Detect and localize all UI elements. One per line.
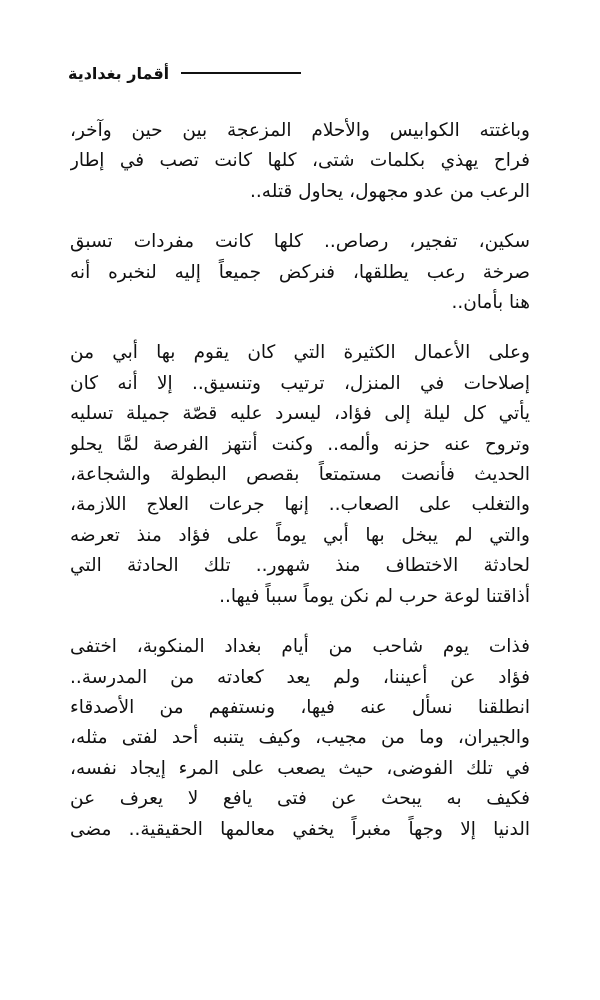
paragraph-1 xyxy=(70,116,530,207)
text-line: فؤاد عن أعيننا، ولم يعد كعادته من المدرسة.. xyxy=(70,666,530,688)
running-header-title: أقمار بغدادية xyxy=(68,63,170,83)
paragraph-4 xyxy=(70,632,530,845)
text-line: انطلقنا نسأل عنه فيها، ونستفهم من الأصدقاء xyxy=(70,696,530,718)
text-line: الدنيا إلا وجهاً مغبراً يخفي معالمها الحقيقية.. مضى xyxy=(70,818,530,840)
text-line: سكين، تفجير، رصاص.. كلها كانت مفردات تسبق xyxy=(70,231,530,253)
text-line: في تلك الفوضى، حيث يصعب على المرء إيجاد نفسه، xyxy=(70,757,530,779)
paragraph-3 xyxy=(70,338,530,612)
text-line: يأتي كل ليلة إلى فؤاد، ليسرد عليه قصّة جميلة تسليه xyxy=(70,403,530,425)
text-line: صرخة رعب يطلقها، فنركض جميعاً إليه لنخبره أنه xyxy=(70,261,530,283)
text-line: وباغتته الكوابيس والأحلام المزعجة بين حين وآخر، xyxy=(70,120,530,141)
text-line: الرعب من عدو مجهول، يحاول قتله.. xyxy=(250,180,530,202)
text-line: والجيران، وما من مجيب، وكيف يتنبه أحد لفتى مثله، xyxy=(70,727,530,749)
text-line: فذات يوم شاحب من أيام بغداد المنكوبة، اختفى xyxy=(70,636,530,658)
text-line: وعلى الأعمال الكثيرة التي كان يقوم بها أبي من xyxy=(70,342,530,364)
text-line: لحادثة الاختطاف منذ شهور.. تلك الحادثة التي xyxy=(70,555,530,577)
text-line: والتغلب على الصعاب.. إنها جرعات العلاج اللازمة، xyxy=(70,494,530,516)
body-text xyxy=(70,116,530,865)
text-line: أذاقتنا لوعة حرب لم نكن يوماً سبباً فيها.. xyxy=(219,585,530,607)
text-line: فراح يهذي بكلمات شتى، كلها كانت تصب في إطار xyxy=(70,150,530,172)
running-header xyxy=(68,58,368,88)
text-line: فكيف به يبحث عن فتى يافع لا يعرف عن xyxy=(70,788,530,810)
header-rule xyxy=(181,72,301,74)
paragraph-2 xyxy=(70,227,530,318)
text-line: الحديث فأنصت مستمتعاً بقصص البطولة والشجاعة، xyxy=(70,464,530,486)
text-line: إصلاحات في المنزل، ترتيب وتنسيق.. إلا أنه كان xyxy=(70,372,530,394)
text-line: هنا بأمان.. xyxy=(451,292,530,314)
text-line: وتروح عنه حزنه وألمه.. وكنت أنتهز الفرصة لمَّا يحلو xyxy=(70,433,530,455)
text-line: والتي لم يبخل بها أبي يوماً على فؤاد منذ تعرضه xyxy=(70,524,530,546)
